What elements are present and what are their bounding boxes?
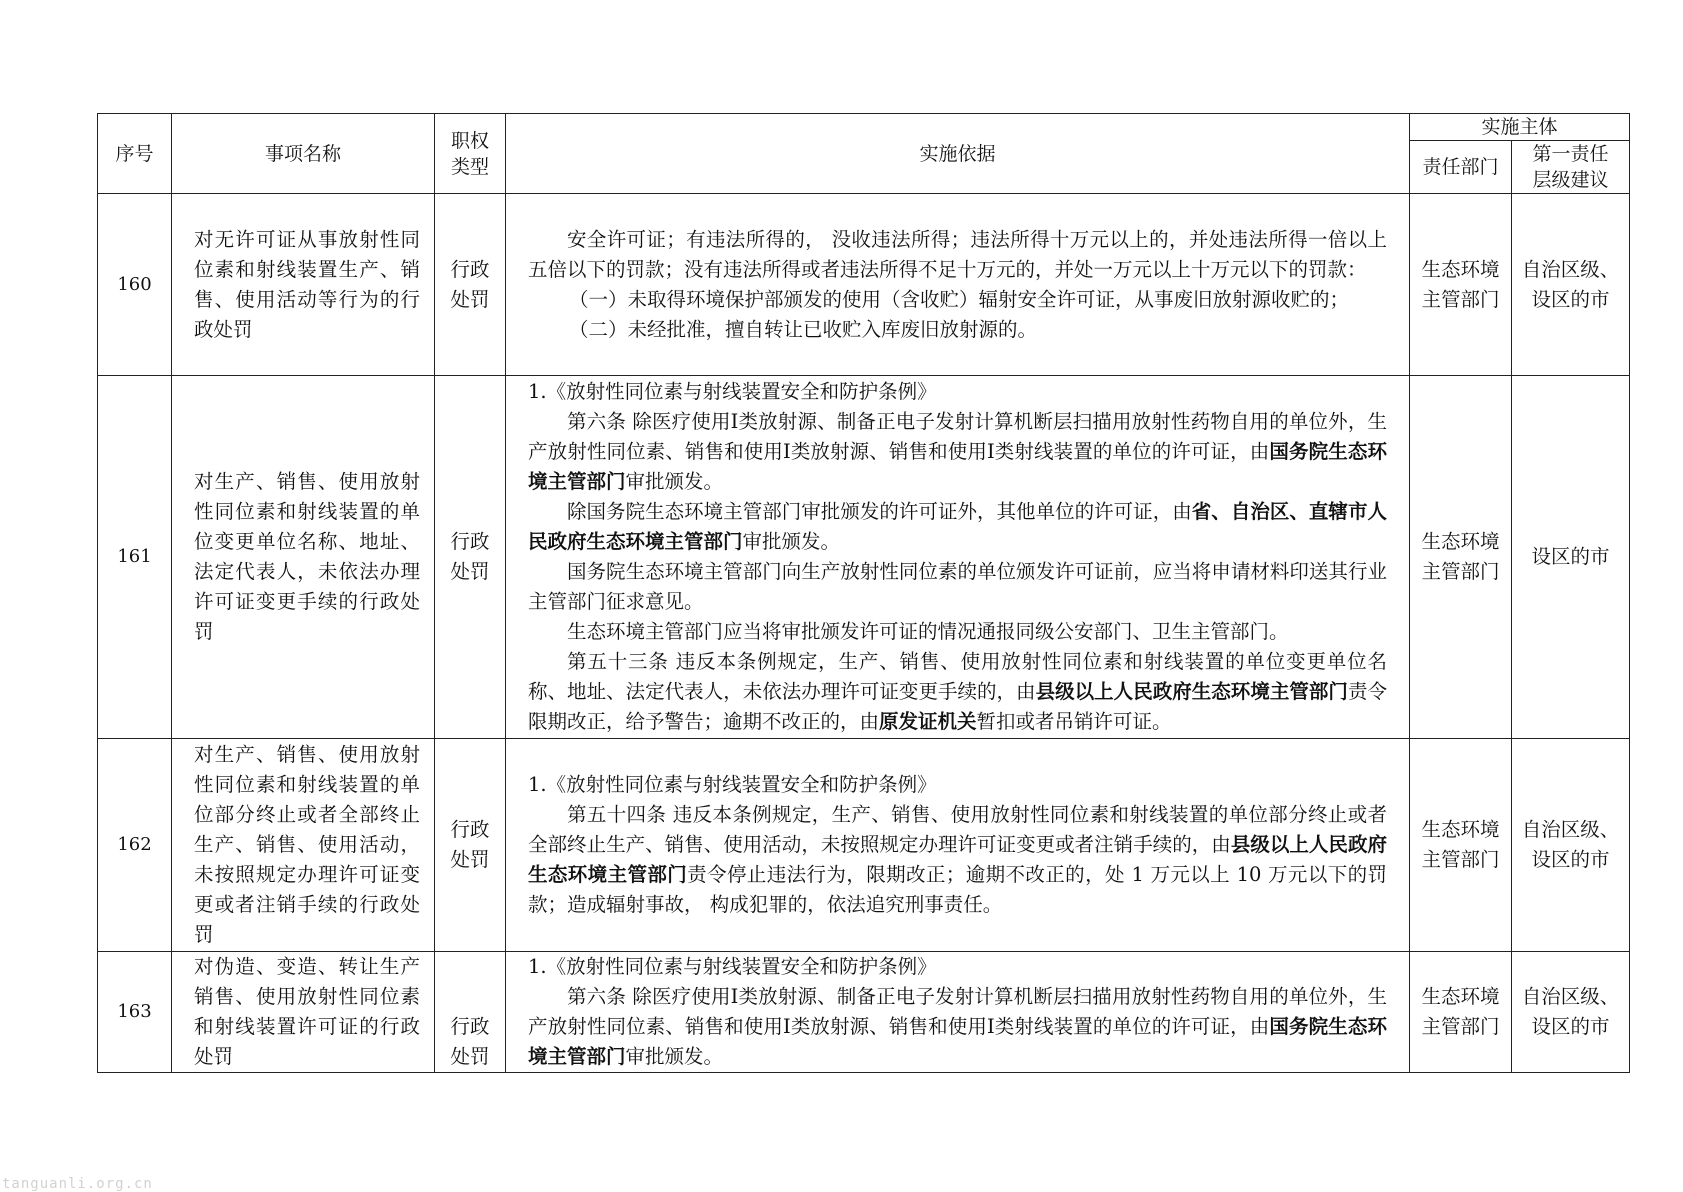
basis-paragraph: （二）未经批准，擅自转让已收贮入库废旧放射源的。 [568,317,1037,341]
basis-title: 1.《放射性同位素与射线装置安全和防护条例》 [528,380,937,403]
row-seq: 162 [98,739,172,952]
table-row [98,194,1630,376]
row-dept-line2: 主管部门 [1421,287,1500,311]
table-row [98,376,1630,739]
row-type-line2: 处罚 [450,287,490,311]
header-name: 事项名称 [172,114,435,194]
row-dept [1410,376,1512,739]
row-type-line1: 行政 [450,530,490,553]
row-basis [506,739,1410,952]
header-type [435,114,506,194]
row-seq: 160 [98,194,172,376]
header-level-line2: 层级建议 [1532,169,1609,191]
row-type-line1: 行政 [450,818,490,841]
row-level [1512,194,1630,376]
basis-title: 1.《放射性同位素与射线装置安全和防护条例》 [528,955,937,978]
row-name: 对生产、销售、使用放射性同位素和射线装置的单位部分终止或者全部终止生产、销售、使用活动，未按照规定办理许可证变更或者注销手续的行政处罚 [172,739,435,952]
header-subject: 实施主体 [1410,114,1630,141]
row-dept-line1: 生态环境 [1421,257,1500,281]
row-level [1512,952,1630,1073]
basis-paragraph: 安全许可证；有违法所得的， 没收违法所得；违法所得十万元以上的，并处违法所得一倍以上五倍以下的罚款；没有违法所得或者违法所得不足十万元的，并处一万元以上十万元以下的罚款： [528,227,1387,281]
row-dept [1410,194,1512,376]
authority-table [97,113,1630,1073]
row-type-line1: 行政 [450,257,490,281]
row-name: 对无许可证从事放射性同位素和射线装置生产、销售、使用活动等行为的行政处罚 [172,194,435,376]
row-seq: 163 [98,952,172,1073]
row-dept-line2: 主管部门 [1421,560,1500,583]
header-level-line1: 第一责任 [1532,143,1609,165]
row-basis [506,952,1410,1073]
basis-paragraph: 第六条 除医疗使用Ⅰ类放射源、制备正电子发射计算机断层扫描用放射性药物自用的单位外，生产放射性同位素、销售和使用Ⅰ类放射源、销售和使用Ⅰ类射线装置的单位的许可证，由国务院生态环境主管部门审批颁发。 [528,410,1387,493]
header-seq: 序号 [98,114,172,194]
row-dept-line1: 生态环境 [1421,818,1500,841]
basis-title: 1.《放射性同位素与射线装置安全和防护条例》 [528,773,937,796]
row-type [435,376,506,739]
row-name: 对生产、销售、使用放射性同位素和射线装置的单位变更单位名称、地址、法定代表人，未依法办理许可证变更手续的行政处罚 [172,376,435,739]
basis-paragraph: 除国务院生态环境主管部门审批颁发的许可证外，其他单位的许可证，由省、自治区、直辖市人民政府生态环境主管部门审批颁发。 [528,500,1387,553]
basis-paragraph: 第五十三条 违反本条例规定，生产、销售、使用放射性同位素和射线装置的单位变更单位名称、地址、法定代表人，未依法办理许可证变更手续的，由县级以上人民政府生态环境主管部门责令限期改正，给予警告；逾期不改正的，由原发证机关暂扣或者吊销许可证。 [528,650,1387,733]
basis-paragraph: 第六条 除医疗使用Ⅰ类放射源、制备正电子发射计算机断层扫描用放射性药物自用的单位外，生产放射性同位素、销售和使用Ⅰ类放射源、销售和使用Ⅰ类射线装置的单位的许可证，由国务院生态环境主管部门审批颁发。 [528,985,1387,1068]
row-dept-line2: 主管部门 [1421,1015,1500,1038]
header-type-line2: 类型 [450,155,489,178]
row-type-line2: 处罚 [450,1045,490,1068]
row-level-line2: 设区的市 [1531,1015,1610,1038]
basis-paragraph: 国务院生态环境主管部门向生产放射性同位素的单位颁发许可证前，应当将申请材料印送其行业主管部门征求意见。 [528,560,1387,613]
row-type-line2: 处罚 [450,848,490,871]
row-type [435,952,506,1073]
row-level-line2: 设区的市 [1531,287,1610,311]
row-type-line1: 行政 [450,1015,490,1038]
row-level [1512,739,1630,952]
row-dept-line2: 主管部门 [1421,848,1500,871]
header-level [1512,141,1630,194]
header-dept: 责任部门 [1410,141,1512,194]
row-level-line2: 设区的市 [1531,848,1610,871]
row-seq: 161 [98,376,172,739]
header-type-line1: 职权 [450,129,489,152]
header-basis: 实施依据 [506,114,1410,194]
row-name: 对伪造、变造、转让生产销售、使用放射性同位素和射线装置许可证的行政处罚 [172,952,435,1073]
row-dept [1410,952,1512,1073]
row-dept [1410,739,1512,952]
basis-paragraph: （一）未取得环境保护部颁发的使用（含收贮）辐射安全许可证，从事废旧放射源收贮的； [568,287,1349,311]
table-row [98,739,1630,952]
row-dept-line1: 生态环境 [1421,530,1500,553]
basis-paragraph: 生态环境主管部门应当将审批颁发许可证的情况通报同级公安部门、卫生主管部门。 [567,620,1289,643]
row-type-line2: 处罚 [450,560,490,583]
row-level-line1: 自治区级、 [1521,257,1620,281]
row-dept-line1: 生态环境 [1421,985,1500,1008]
watermark: tanguanli.org.cn [2,1176,153,1192]
row-basis [506,194,1410,376]
row-level: 设区的市 [1512,376,1630,739]
row-type [435,194,506,376]
table-row [98,952,1630,1073]
row-basis [506,376,1410,739]
basis-paragraph: 第五十四条 违反本条例规定，生产、销售、使用放射性同位素和射线装置的单位部分终止或者全部终止生产、销售、使用活动，未按照规定办理许可证变更或者注销手续的，由县级以上人民政府生态环境主管部门责令停止违法行为，限期改正；逾期不改正的，处 1 万元以上 10 万元以下的罚款；造成辐射事故， 构成犯罪的，依法追究刑事责任。 [528,803,1387,916]
row-level-line1: 自治区级、 [1521,818,1620,841]
row-level-line1: 自治区级、 [1521,985,1620,1008]
row-type [435,739,506,952]
